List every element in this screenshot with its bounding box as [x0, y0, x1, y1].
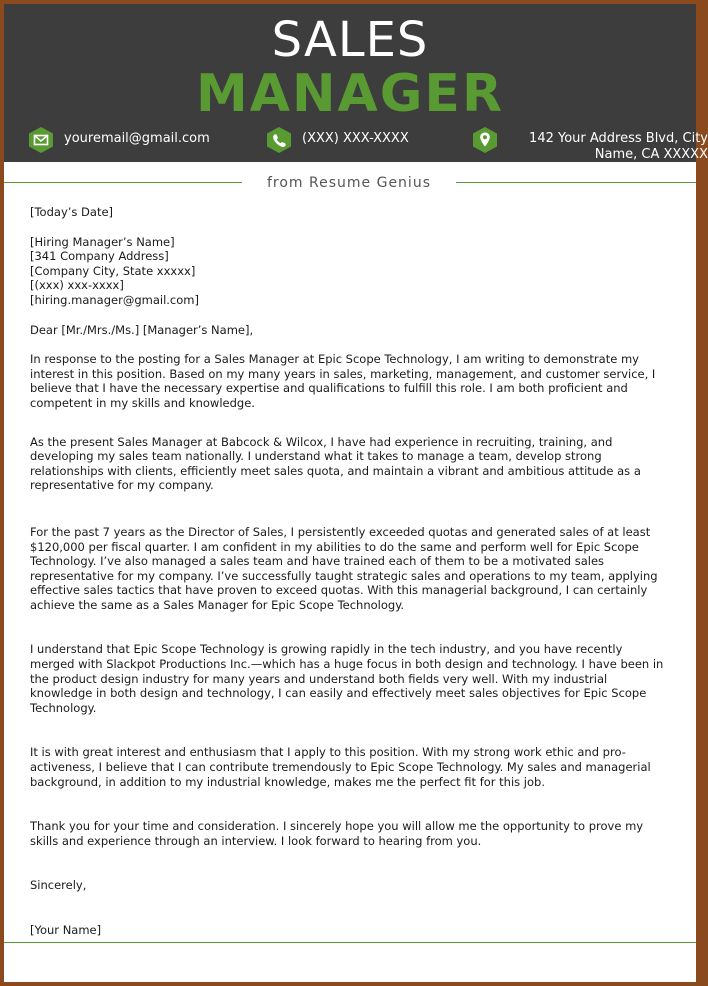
letter-date: [Today’s Date] [30, 205, 114, 219]
email-text: youremail@gmail.com [64, 131, 210, 146]
bottom-divider [4, 942, 696, 943]
source-credit: from Resume Genius [266, 175, 431, 191]
title-manager: MANAGER [196, 64, 504, 124]
contact-phone [266, 131, 409, 154]
paragraph-4: I understand that Epic Scope Technology is growing rapidly in the tech industry, and you have recently merged with Slackpot Productions Inc.—which has a huge focus in both design and technology. I have been in the product design industry for many years and understand both fields very well. With my industrial knowledge in both design and technology, I can easily and effectively meet sales objectives for Epic Scope Technology. [30, 642, 664, 715]
header-banner [4, 4, 708, 162]
address-text [508, 131, 708, 163]
contact-email [28, 131, 210, 154]
letter-body [30, 205, 670, 938]
address-line-2: Name, CA XXXXX [594, 147, 708, 162]
letter-page [4, 4, 708, 982]
recipient-email: [hiring.manager@gmail.com] [30, 292, 199, 307]
email-icon [28, 126, 54, 154]
location-pin-icon [472, 126, 498, 154]
recipient-phone: [(xxx) xxx-xxxx] [30, 278, 124, 293]
contact-address [472, 131, 708, 163]
closing: Sincerely, [30, 878, 87, 893]
paragraph-6: Thank you for your time and consideration. I sincerely hope you will allow me the opportunity to prove my skills and experience through an interview. I look forward to hearing from you. [30, 819, 644, 848]
signature: [Your Name] [30, 923, 102, 937]
paragraph-3: For the past 7 years as the Director of Sales, I persistently exceeded quotas and generated sales of at least $120,000 per fiscal quarter. I am confident in my abilities to do the same and perform well for Epic Scope Technology. I’ve also managed a sales team and have trained each of them to be a motivated sales representative for my company. I’ve successfully taught strategic sales and operations to my team, applying effective sales tactics that have proven to exceed quotas. With this managerial background, I can certainly achieve the same as a Sales Manager for Epic Scope Technology. [30, 524, 658, 612]
divider-right [456, 182, 696, 183]
paragraph-5: It is with great interest and enthusiasm that I apply to this position. With my strong work ethic and pro-activeness, I believe that I can contribute tremendously to Epic Scope Technology. My sales and managerial background, in addition to my industrial knowledge, makes me the perfect fit for this job. [30, 745, 651, 789]
recipient-city: [Company City, State xxxxx] [30, 263, 196, 278]
phone-text: (XXX) XXX-XXXX [302, 131, 409, 146]
recipient-name: [Hiring Manager’s Name] [30, 234, 175, 249]
address-line-1: 142 Your Address Blvd, City [529, 131, 708, 146]
paragraph-1: In response to the posting for a Sales Manager at Epic Scope Technology, I am writing to demonstrate my interest in this position. Based on my many years in sales, marketing, management, and customer service, I believe that I have the necessary expertise and qualifications to fulfill this role. I am both proficient and competent in my skills and knowledge. [30, 352, 656, 410]
paragraph-2: As the present Sales Manager at Babcock & Wilcox, I have had experience in recruiting, training, and developing my sales team nationally. I understand what it takes to manage a team, develop strong relationships with clients, efficiently meet sales quota, and maintain a vibrant and ambitious attitude as a representative for my company. [30, 434, 641, 493]
title-sales: SALES [271, 12, 429, 68]
phone-icon [266, 126, 292, 154]
divider-left [4, 182, 242, 183]
recipient-address: [341 Company Address] [30, 249, 169, 264]
salutation: Dear [Mr./Mrs./Ms.] [Manager’s Name], [30, 322, 254, 337]
